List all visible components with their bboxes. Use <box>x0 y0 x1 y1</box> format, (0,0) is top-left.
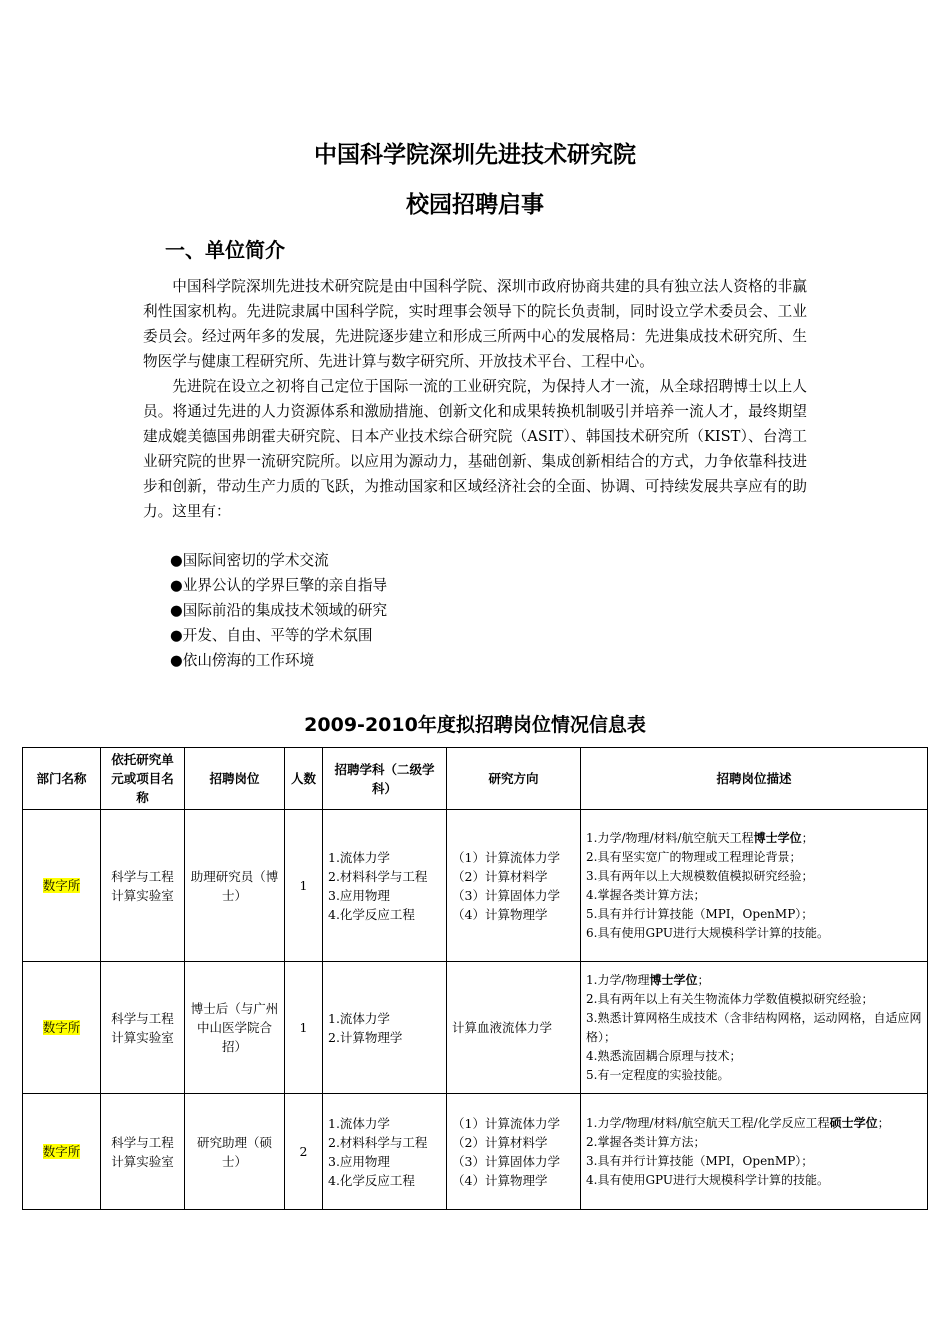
description-item: 6.具有使用GPU进行大规模科学计算的技能。 <box>586 925 830 940</box>
description-item: 5.有一定程度的实验技能。 <box>586 1067 730 1082</box>
feature-item: ●开发、自由、平等的学术氛围 <box>170 627 373 644</box>
subject-item: 4.化学反应工程 <box>328 906 415 922</box>
header-description: 招聘岗位描述 <box>581 748 928 810</box>
dept-cell <box>23 810 101 962</box>
position-cell: 助理研究员（博士） <box>185 810 285 962</box>
direction-cell <box>447 1094 581 1210</box>
subject-item: 1.流体力学 <box>328 849 390 865</box>
description-text: ； <box>877 1115 890 1130</box>
table-header-row <box>23 748 928 810</box>
intro-paragraph: 先进院在设立之初将自己定位于国际一流的工业研究院，为保持人才一流，从全球招聘博士以上人员。将通过先进的人力资源体系和激励措施、创新文化和成果转换机制吸引并培养一流人才，最终期望建成媲美德国弗朗霍夫研究院、日本产业技术综合研究院（ASIT）、韩国技术研究所（KIST）、台湾工业研究院的世界一流研究院所。以应用为源动力，基础创新、集成创新相结合的方式，力争依靠科技进步和创新，带动生产力质的飞跃，为推动国家和区域经济社会的全面、协调、可持续发展共享应有的助力。这里有： <box>143 378 807 520</box>
feature-item: ●业界公认的学界巨擎的亲自指导 <box>170 577 388 594</box>
description-cell <box>581 962 928 1094</box>
direction-cell: 计算血液流体力学 <box>447 962 581 1094</box>
description-item: 4.具有使用GPU进行大规模科学计算的技能。 <box>586 1172 830 1187</box>
description-text: ； <box>801 830 814 845</box>
subject-cell <box>323 1094 447 1210</box>
direction-item: （2）计算材料学 <box>452 1134 548 1150</box>
header-dept: 部门名称 <box>23 748 101 810</box>
subject-cell <box>323 810 447 962</box>
degree-requirement: 博士学位 <box>649 972 698 987</box>
feature-item: ●国际间密切的学术交流 <box>170 552 329 569</box>
direction-item: （3）计算固体力学 <box>452 1153 560 1169</box>
direction-item: （1）计算流体力学 <box>452 849 560 865</box>
unit-cell: 科学与工程计算实验室 <box>101 962 185 1094</box>
page-title: 中国科学院深圳先进技术研究院 <box>314 142 636 168</box>
subject-item: 2.材料科学与工程 <box>328 1134 428 1150</box>
header-direction: 研究方向 <box>447 748 581 810</box>
subject-item: 1.流体力学 <box>328 1115 390 1131</box>
header-count: 人数 <box>285 748 323 810</box>
description-item: 2.具有两年以上有关生物流体力学数值模拟研究经验； <box>586 991 874 1006</box>
section-heading: 一、单位简介 <box>165 238 285 262</box>
header-position: 招聘岗位 <box>185 748 285 810</box>
description-item: 4.掌握各类计算方法； <box>586 887 706 902</box>
description-item: 4.熟悉流固耦合原理与技术； <box>586 1048 742 1063</box>
position-cell: 研究助理（硕士） <box>185 1094 285 1210</box>
direction-item: （4）计算物理学 <box>452 906 548 922</box>
direction-item: （4）计算物理学 <box>452 1172 548 1188</box>
header-unit: 依托研究单元或项目名称 <box>101 748 185 810</box>
description-item <box>586 971 922 990</box>
intro-paragraph: 中国科学院深圳先进技术研究院是由中国科学院、深圳市政府协商共建的具有独立法人资格的非赢利性国家机构。先进院隶属中国科学院，实时理事会领导下的院长负责制，同时设立学术委员会、工业委员会。经过两年多的发展，先进院逐步建立和形成三所两中心的发展格局：先进集成技术研究所、生物医学与健康工程研究所、先进计算与数字研究所、开放技术平台、工程中心。 <box>143 278 807 370</box>
direction-cell <box>447 810 581 962</box>
dept-cell <box>23 962 101 1094</box>
degree-requirement: 博士学位 <box>753 830 802 845</box>
subject-item: 1.流体力学 <box>328 1010 390 1026</box>
positions-table <box>22 747 928 1210</box>
feature-list <box>170 548 387 673</box>
unit-cell: 科学与工程计算实验室 <box>101 1094 185 1210</box>
table-row <box>23 810 928 962</box>
description-text: 1.力学/物理 <box>586 972 650 987</box>
dept-cell <box>23 1094 101 1210</box>
dept-name: 数字所 <box>42 1020 81 1035</box>
description-text: 1.力学/物理/材料/航空航天工程/化学反应工程 <box>586 1115 830 1130</box>
intro-body <box>143 274 807 524</box>
subject-item: 3.应用物理 <box>328 887 390 903</box>
subject-item: 2.计算物理学 <box>328 1029 403 1045</box>
unit-cell: 科学与工程计算实验室 <box>101 810 185 962</box>
description-item: 3.具有并行计算技能（MPI，OpenMP）； <box>586 1153 814 1168</box>
feature-item: ●依山傍海的工作环境 <box>170 652 315 669</box>
subject-cell <box>323 962 447 1094</box>
description-item: 2.具有坚实宽广的物理或工程理论背景； <box>586 849 802 864</box>
table-title: 2009-2010年度拟招聘岗位情况信息表 <box>304 714 646 736</box>
table-row <box>23 962 928 1094</box>
dept-name: 数字所 <box>42 1144 81 1159</box>
direction-item: （2）计算材料学 <box>452 868 548 884</box>
description-item <box>586 829 922 848</box>
page-subtitle: 校园招聘启事 <box>406 192 544 218</box>
description-item: 5.具有并行计算技能（MPI，OpenMP）； <box>586 906 814 921</box>
degree-requirement: 硕士学位 <box>829 1115 878 1130</box>
feature-item: ●国际前沿的集成技术领域的研究 <box>170 602 388 619</box>
subject-item: 3.应用物理 <box>328 1153 390 1169</box>
description-item: 2.掌握各类计算方法； <box>586 1134 706 1149</box>
description-cell <box>581 810 928 962</box>
dept-name: 数字所 <box>42 878 81 893</box>
description-item: 3.具有两年以上大规模数值模拟研究经验； <box>586 868 814 883</box>
count-cell: 1 <box>285 962 323 1094</box>
count-cell: 1 <box>285 810 323 962</box>
position-cell: 博士后（与广州中山医学院合招） <box>185 962 285 1094</box>
description-item: 3.熟悉计算网格生成技术（含非结构网格，运动网格，自适应网格）； <box>586 1010 922 1044</box>
description-item <box>586 1114 922 1133</box>
subject-item: 2.材料科学与工程 <box>328 868 428 884</box>
description-text: 1.力学/物理/材料/航空航天工程 <box>586 830 754 845</box>
count-cell: 2 <box>285 1094 323 1210</box>
header-subject: 招聘学科（二级学科） <box>323 748 447 810</box>
direction-item: （1）计算流体力学 <box>452 1115 560 1131</box>
description-cell <box>581 1094 928 1210</box>
description-text: ； <box>697 972 710 987</box>
direction-item: （3）计算固体力学 <box>452 887 560 903</box>
table-row <box>23 1094 928 1210</box>
subject-item: 4.化学反应工程 <box>328 1172 415 1188</box>
